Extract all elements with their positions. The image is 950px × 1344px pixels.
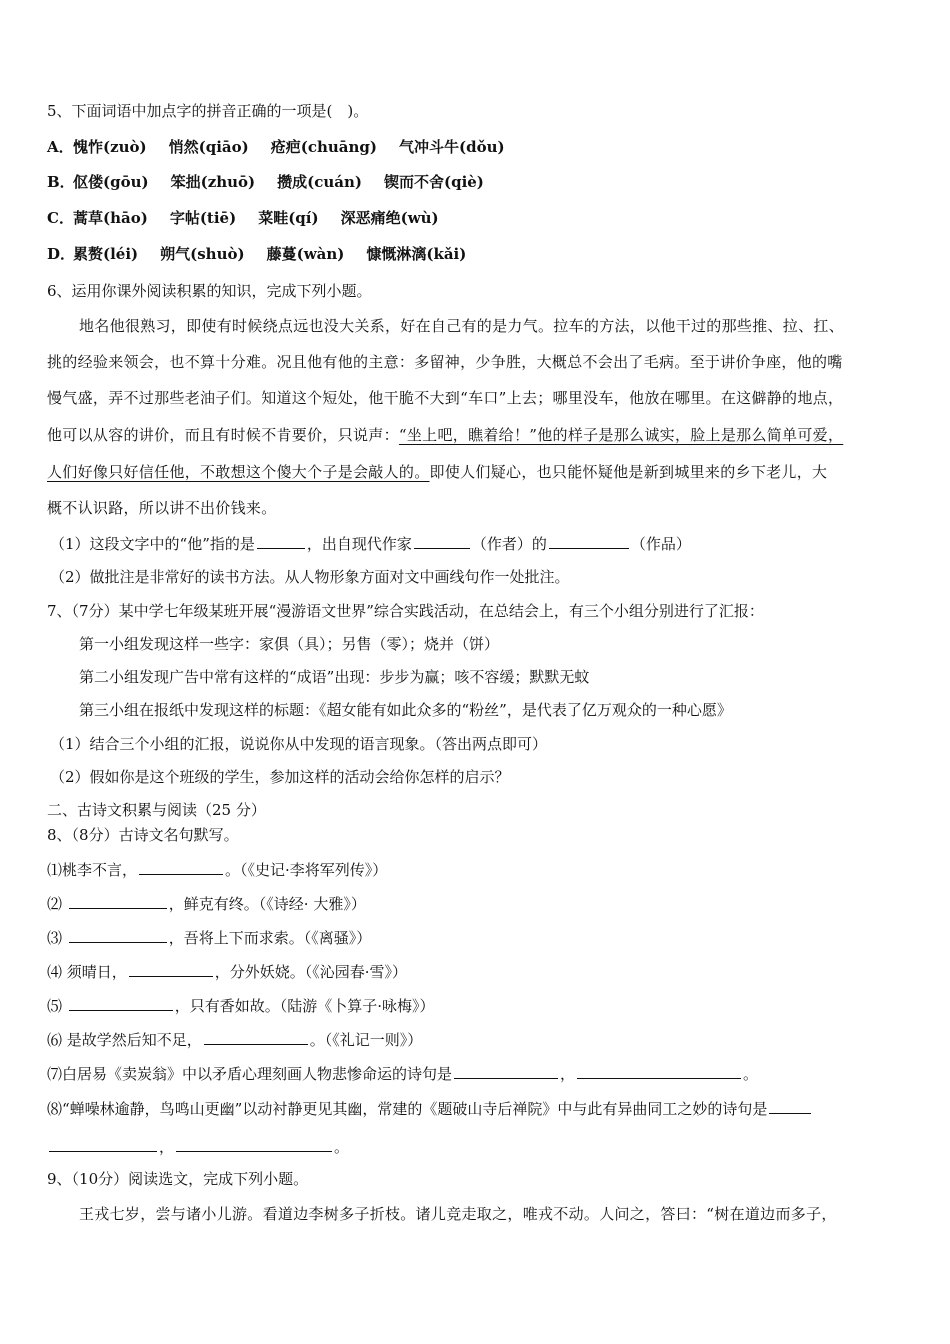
q6-stem: 6、运用你课外阅读积累的知识，完成下列小题。 xyxy=(47,282,372,300)
underlined-sentence: 人们好像只好信任他，不敢想这个傻大个子是会敲人的。 xyxy=(47,463,430,481)
q9-stem: 9、（10分）阅读选文，完成下列小题。 xyxy=(47,1170,309,1188)
q9-passage-line: 王戎七岁，尝与诸小儿游。看道边李树多子折枝。诸儿竞走取之，唯戎不动。人问之，答曰：“树在道边而多子， xyxy=(79,1205,837,1223)
q6-passage-line: 挑的经验来领会，也不算十分难。况且他有他的主意：多留神，少争胜，大概总不会出了毛病。至于讲价争座，他的嘴 xyxy=(47,353,843,371)
answer-blank[interactable] xyxy=(49,1136,157,1152)
q6-passage-line xyxy=(47,462,916,482)
answer-blank[interactable] xyxy=(69,995,173,1011)
question-text: 。（《史记·李将军列传》） xyxy=(225,861,388,879)
option-label: C． xyxy=(47,209,74,227)
q8-line-4 xyxy=(47,961,916,982)
option-label: A． xyxy=(47,138,74,156)
option-word: 蒿草(hāo) xyxy=(73,209,148,227)
question-text: 。 xyxy=(334,1138,350,1156)
question-text: ⑸ xyxy=(47,997,67,1015)
option-word: 朔气(shuò) xyxy=(160,245,245,263)
question-text: ⑻“蝉噪林逾静，鸟鸣山更幽”以动衬静更见其幽，常建的《题破山寺后禅院》中与此有异曲同工之妙的诗句是 xyxy=(47,1100,768,1118)
q7-subquestion-2: （2）假如你是这个班级的学生，参加这样的活动会给你怎样的启示？ xyxy=(50,768,510,786)
question-text: ，分外妖娆。（《沁园春·雪》） xyxy=(214,963,408,981)
answer-blank[interactable] xyxy=(414,533,470,549)
q8-line-8-continued xyxy=(47,1136,916,1157)
q6-passage-line xyxy=(47,425,916,445)
q8-line-1 xyxy=(47,859,916,880)
option-word: 攒成(cuán) xyxy=(277,173,362,191)
question-text: ⑴桃李不言， xyxy=(47,861,138,879)
q7-stem: 7、（7分）某中学七年级某班开展“漫游语文世界”综合实践活动，在总结会上，有三个小组分别进行了汇报： xyxy=(47,602,764,620)
question-text: ，吾将上下而求索。（《离骚》） xyxy=(168,929,372,947)
q5-option-a[interactable] xyxy=(47,137,916,157)
q8-line-2 xyxy=(47,893,916,914)
answer-blank[interactable] xyxy=(129,961,213,977)
answer-blank[interactable] xyxy=(769,1098,811,1114)
answer-blank[interactable] xyxy=(257,533,305,549)
option-word: 愧怍(zuò) xyxy=(73,138,147,156)
q8-line-5 xyxy=(47,995,916,1016)
answer-blank[interactable] xyxy=(454,1063,558,1079)
question-text: （作者）的 xyxy=(471,535,547,553)
question-text: ，鲜克有终。（《诗经· 大雅》） xyxy=(168,895,366,913)
option-word: 疮疤(chuāng) xyxy=(270,138,377,156)
option-word: 锲而不舍(qiè) xyxy=(383,173,484,191)
question-text: ， xyxy=(560,1065,576,1083)
q8-stem: 8、（8分）古诗文名句默写。 xyxy=(47,826,239,844)
underlined-sentence: “坐上吧，瞧着给！”他的样子是那么诚实，脸上是那么简单可爱， xyxy=(398,426,844,444)
question-text: ⑷ 须晴日， xyxy=(47,963,127,981)
answer-blank[interactable] xyxy=(139,859,223,875)
option-word: 字帖(tiē) xyxy=(169,209,237,227)
question-text: ，只有香如故。（陆游《卜算子·咏梅》） xyxy=(174,997,435,1015)
q5-option-d[interactable] xyxy=(47,244,916,264)
passage-text: 即使人们疑心，也只能怀疑他是新到城里来的乡下老儿，大 xyxy=(429,463,828,481)
option-word: 气冲斗牛(dǒu) xyxy=(399,138,505,156)
question-text: 。（《礼记一则》） xyxy=(309,1031,423,1049)
option-label: B． xyxy=(47,173,75,191)
q8-line-6 xyxy=(47,1029,916,1050)
q5-option-c[interactable] xyxy=(47,208,916,228)
question-text: ⑹ 是故学然后知不足， xyxy=(47,1031,202,1049)
option-word: 慷慨淋漓(kǎi) xyxy=(366,245,467,263)
q8-line-7 xyxy=(47,1063,916,1084)
question-text: ⑺白居易《卖炭翁》中以矛盾心理刻画人物悲惨命运的诗句是 xyxy=(47,1065,453,1083)
option-label: D． xyxy=(47,245,76,263)
q7-group-3: 第三小组在报纸中发现这样的标题：《超女能有如此众多的“粉丝”，是代表了亿万观众的一种心愿》 xyxy=(79,701,732,719)
answer-blank[interactable] xyxy=(549,533,629,549)
option-word: 笨拙(zhuō) xyxy=(170,173,256,191)
question-text: ⑶ xyxy=(47,929,67,947)
question-text: （作品） xyxy=(630,535,691,553)
answer-blank[interactable] xyxy=(577,1063,741,1079)
q8-line-3 xyxy=(47,927,916,948)
q6-passage-line: 概不认识路，所以讲不出价钱来。 xyxy=(47,499,277,517)
answer-blank[interactable] xyxy=(69,927,167,943)
q6-subquestion-2: （2）做批注是非常好的读书方法。从人物形象方面对文中画线句作一处批注。 xyxy=(50,568,570,586)
option-word: 伛偻(gōu) xyxy=(73,173,149,191)
answer-blank[interactable] xyxy=(204,1029,308,1045)
question-text: ⑵ xyxy=(47,895,67,913)
question-text: ，出自现代作家 xyxy=(306,535,412,553)
option-word: 菜畦(qí) xyxy=(258,209,319,227)
q5-stem: 5、下面词语中加点字的拼音正确的一项是( )。 xyxy=(47,102,369,120)
question-text: ， xyxy=(159,1138,175,1156)
section-2-title: 二、古诗文积累与阅读（25 分） xyxy=(47,801,266,819)
option-word: 藤蔓(wàn) xyxy=(266,245,345,263)
q7-subquestion-1: （1）结合三个小组的汇报，说说你从中发现的语言现象。（答出两点即可） xyxy=(50,735,548,753)
q6-passage-line: 慢气盛，弄不过那些老油子们。知道这个短处，他干脆不大到“车口”上去；哪里没车，他放在哪里。在这僻静的地点， xyxy=(47,389,844,407)
question-text: 。 xyxy=(743,1065,759,1083)
option-word: 悄然(qiāo) xyxy=(168,138,249,156)
answer-blank[interactable] xyxy=(69,893,167,909)
q8-line-8 xyxy=(47,1098,916,1119)
q7-group-2: 第二小组发现广告中常有这样的“成语”出现：步步为赢；咳不容缓；默默无蚊 xyxy=(79,668,590,686)
q5-option-b[interactable] xyxy=(47,172,916,192)
q7-group-1: 第一小组发现这样一些字：家俱（具）；另售（零）；烧并（饼） xyxy=(79,635,500,653)
q6-passage-line: 地名他很熟习，即使有时候绕点远也没大关系，好在自己有的是力气。拉车的方法，以他干过的那些推、拉、扛、 xyxy=(79,317,845,335)
answer-blank[interactable] xyxy=(176,1136,332,1152)
option-word: 累赘(léi) xyxy=(73,245,139,263)
q6-subquestion-1 xyxy=(50,533,916,554)
passage-text: 他可以从容的讲价，而且有时候不肯要价，只说声： xyxy=(47,426,399,444)
question-text: （1）这段文字中的“他”指的是 xyxy=(50,535,255,553)
option-word: 深恶痛绝(wù) xyxy=(340,209,439,227)
